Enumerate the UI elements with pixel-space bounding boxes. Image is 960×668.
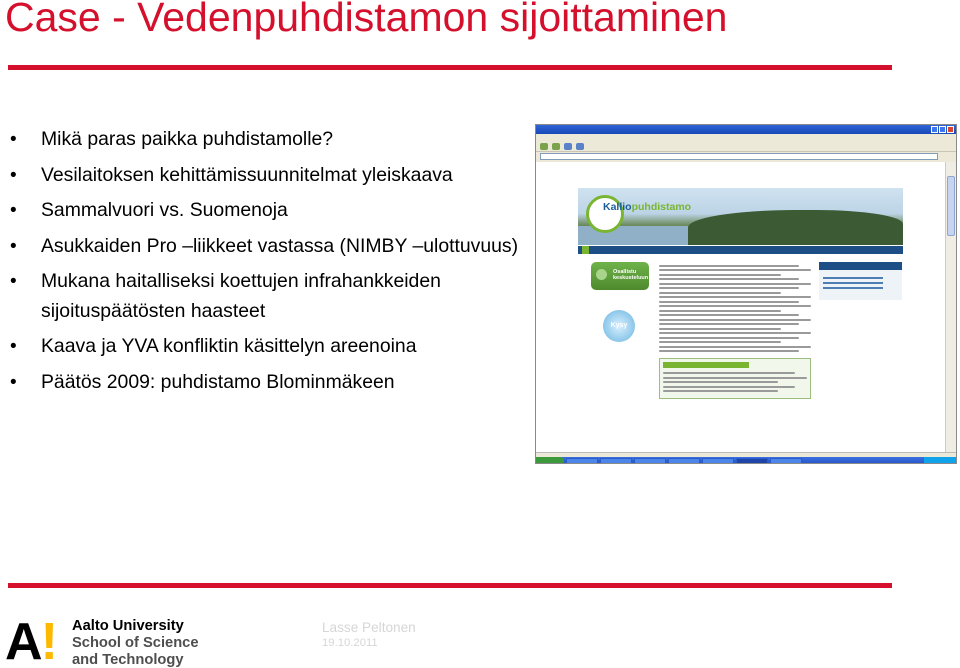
close-icon <box>947 126 954 133</box>
bullet-text: Mikä paras paikka puhdistamolle? <box>41 128 334 150</box>
org-line-2: School of Science <box>72 635 199 651</box>
minimize-icon <box>931 126 938 133</box>
bullet-dot: • <box>10 336 17 357</box>
text-line <box>659 269 811 271</box>
participate-button: Osallistu keskusteluun <box>591 262 649 290</box>
bullet-text: Kaava ja YVA konfliktin käsittelyn areenoina <box>41 335 417 357</box>
browser-screenshot <box>535 124 957 464</box>
author-name: Lasse Peltonen <box>322 620 416 635</box>
org-line-3: and Technology <box>72 652 184 668</box>
text-line <box>823 282 883 284</box>
text-line <box>659 274 781 276</box>
taskbar-item <box>770 458 802 464</box>
forward-icon <box>552 143 560 150</box>
bullet-dot: • <box>10 164 17 186</box>
browser-addressbar <box>536 152 956 161</box>
site-logo-main: Kallio <box>603 201 632 213</box>
bullet-item <box>0 161 520 191</box>
text-line <box>663 386 795 388</box>
text-line <box>659 319 811 321</box>
text-line <box>823 287 883 289</box>
system-tray <box>924 457 957 464</box>
text-line <box>659 305 811 307</box>
right-column-header <box>819 262 902 270</box>
bullet-dot: • <box>10 271 17 292</box>
browser-toolbar <box>536 142 956 152</box>
bullet-item <box>0 332 520 362</box>
bullet-item <box>0 125 520 155</box>
windows-taskbar <box>536 457 957 464</box>
taskbar-item <box>600 458 632 464</box>
text-line <box>659 341 781 343</box>
website-page <box>536 162 946 452</box>
aalto-logo <box>5 613 56 668</box>
bullet-text: Asukkaiden Pro –liikkeet vastassa (NIMBY –ulottuvuus) <box>41 234 519 257</box>
bullet-item <box>0 368 520 398</box>
site-logo-accent: puhdistamo <box>631 201 692 213</box>
text-line <box>659 283 811 285</box>
bullet-dot: • <box>10 129 17 150</box>
taskbar-item <box>736 458 768 464</box>
footer-divider <box>8 583 892 588</box>
org-line-1: Aalto University <box>72 618 184 634</box>
text-line <box>659 310 781 312</box>
site-logo <box>603 201 691 213</box>
browser-scrollbar <box>945 162 956 452</box>
text-line <box>663 372 795 374</box>
text-line <box>663 390 778 392</box>
site-hero-image <box>578 188 903 245</box>
address-field <box>540 153 938 160</box>
bullet-dot: • <box>10 371 17 393</box>
text-line <box>663 377 807 379</box>
taskbar-item <box>566 458 598 464</box>
bullet-text: Sammalvuori vs. Suomenoja <box>41 199 288 221</box>
bullet-text: Vesilaitoksen kehittämissuunnitelmat yleiskaava <box>41 163 453 186</box>
hero-island <box>688 210 903 245</box>
window-controls <box>931 126 954 133</box>
text-line <box>659 328 781 330</box>
text-line <box>659 287 799 289</box>
bullet-text: Päätös 2009: puhdistamo Blominmäkeen <box>41 370 395 393</box>
site-content <box>659 262 811 399</box>
presentation-date: 19.10.2011 <box>322 637 378 649</box>
browser-menubar <box>536 134 956 142</box>
text-line <box>659 323 799 325</box>
site-navbar <box>578 246 903 254</box>
organization-name <box>72 618 199 668</box>
aalto-logo-letter: A <box>5 613 41 668</box>
title-divider <box>8 65 892 70</box>
back-icon <box>540 143 548 150</box>
scrollbar-thumb <box>947 176 955 236</box>
news-box-header <box>663 362 749 368</box>
text-line <box>659 292 781 294</box>
bullet-dot: • <box>10 235 17 257</box>
text-line <box>659 350 799 352</box>
bullet-list <box>0 125 520 403</box>
bullet-dot: • <box>10 200 17 221</box>
bullet-text: Mukana haitalliseksi koettujen infrahankkeiden sijoituspäätösten haasteet <box>41 270 441 322</box>
kysy-button: Kysy <box>603 310 635 342</box>
maximize-icon <box>939 126 946 133</box>
taskbar-item <box>702 458 734 464</box>
taskbar-item <box>634 458 666 464</box>
news-box <box>659 358 811 399</box>
text-line <box>659 301 799 303</box>
text-line <box>659 346 811 348</box>
text-line <box>659 332 811 334</box>
text-line <box>659 337 799 339</box>
bullet-item <box>0 267 520 326</box>
taskbar-item <box>668 458 700 464</box>
right-column-body <box>819 270 902 300</box>
site-nav-item <box>582 246 589 254</box>
search-icon <box>564 143 572 150</box>
browser-titlebar <box>536 125 956 134</box>
text-line <box>663 381 778 383</box>
text-line <box>659 265 799 267</box>
site-sidebar <box>591 262 651 342</box>
site-right-column <box>819 262 902 300</box>
text-line <box>823 277 883 279</box>
text-line <box>659 314 799 316</box>
bullet-item <box>0 196 520 226</box>
aalto-logo-bang: ! <box>40 613 56 668</box>
bullet-item <box>0 232 520 262</box>
text-line <box>659 278 799 280</box>
favorites-icon <box>576 143 584 150</box>
start-button <box>536 457 564 464</box>
text-line <box>659 296 811 298</box>
slide-title: Case - Vedenpuhdistamon sijoittaminen <box>5 0 728 40</box>
